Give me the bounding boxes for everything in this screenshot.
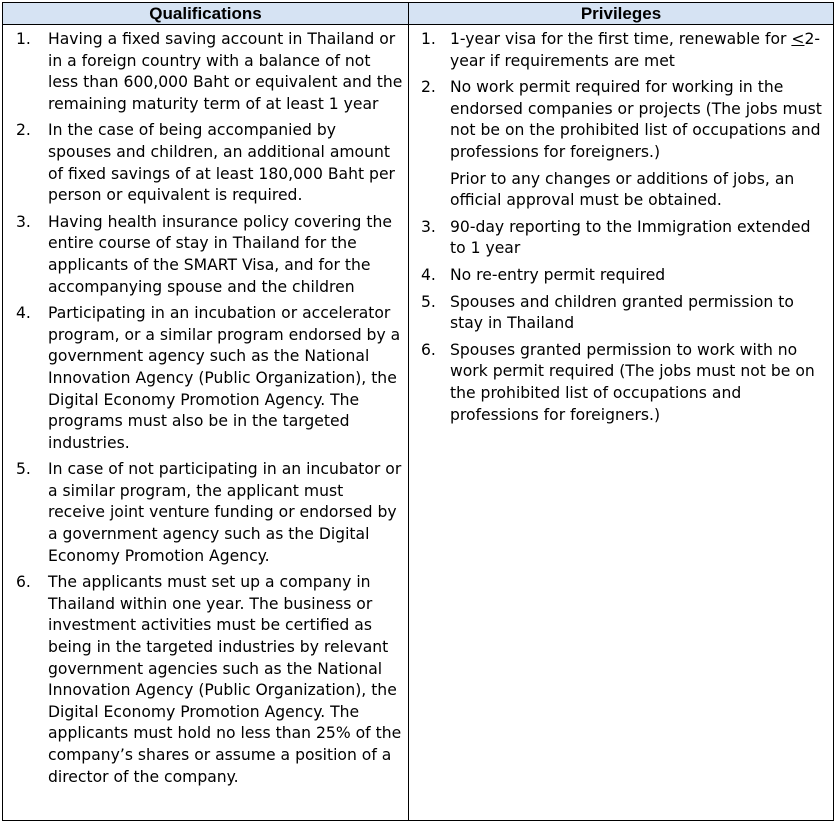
qualification-item [3, 120, 408, 206]
less-than-or-equal-symbol: < [791, 30, 805, 48]
privilege-item [409, 340, 833, 426]
item-text: No work permit required for working in the endorsed companies or projects (The jobs must not be on the prohibited list of occupations and professions for foreigners.) [450, 78, 822, 161]
item-number: 3. [421, 217, 436, 236]
item-text: Spouses granted permission to work with no work permit required (The jobs must not be on the prohibited list of occupations and professions for foreigners.) [450, 340, 815, 424]
privileges-column [409, 25, 833, 820]
privilege-item [409, 292, 833, 335]
qualification-item [3, 459, 408, 567]
qualification-item [3, 212, 408, 298]
item-text: In case of not participating in an incubator or a similar program, the applicant must receive joint venture funding or endorsed by a government agency such as the Digital Economy Promotion Agency. [48, 460, 402, 565]
item-text: The applicants must set up a company in Thailand within one year. The business or investment activities must be certified as being in the targeted industries by relevant government agencies such as the National Innovation Agency (Public Organization), the Digital Economy Promotion Agency. The applicants must hold no less than 25% of the company’s shares or assume a position of a director of the company. [48, 573, 402, 786]
item-number: 6. [16, 573, 31, 592]
item-number: 4. [16, 304, 31, 323]
item-number: 6. [421, 340, 436, 359]
privilege-item [409, 77, 833, 212]
item-note: Prior to any changes or additions of jobs, an official approval must be obtained. [450, 169, 795, 210]
privilege-item [409, 265, 833, 287]
qualifications-header: Qualifications [3, 3, 409, 25]
item-text: 90-day reporting to the Immigration extended to 1 year [450, 217, 811, 258]
item-number: 5. [421, 292, 436, 311]
item-text-part: 1-year visa for the first time, renewable for [450, 30, 792, 48]
item-text: Participating in an incubation or accelerator program, or a similar program endorsed by a government agency such as the National Innovation Agency (Public Organization), the Digital Economy Promotion Agency. The programs must also be in the targeted industries. [48, 304, 401, 452]
item-number: 2. [16, 121, 31, 140]
visa-table [2, 2, 834, 821]
item-text-part: 2-year if requirements are met [450, 30, 821, 70]
item-number: 5. [16, 460, 31, 479]
item-number: 4. [421, 265, 436, 284]
qualifications-list [3, 29, 408, 788]
privileges-header: Privileges [409, 3, 833, 25]
qualification-item [3, 303, 408, 454]
item-text: In the case of being accompanied by spouses and children, an additional amount of fixed savings of at least 180,000 Baht per person or equivalent is required. [48, 121, 395, 205]
qualifications-column [3, 25, 409, 820]
item-text: Having health insurance policy covering the entire course of stay in Thailand for the applicants of the SMART Visa, and for the accompanying spouse and the children [48, 212, 392, 296]
qualification-item [3, 572, 408, 788]
item-text [450, 29, 827, 72]
item-text: Having a fixed saving account in Thailand or in a foreign country with a balance of not less than 600,000 Baht or equivalent and the remaining maturity term of at least 1 year [48, 30, 403, 113]
item-number: 2. [421, 78, 436, 97]
item-text: No re-entry permit required [450, 265, 666, 284]
privilege-item [409, 217, 833, 260]
item-text: Spouses and children granted permission to stay in Thailand [450, 292, 794, 333]
item-number: 3. [16, 212, 31, 231]
qualification-item [3, 29, 408, 115]
privilege-item [409, 29, 833, 72]
item-number: 1. [16, 30, 31, 48]
item-number: 1. [421, 30, 436, 48]
privileges-list [409, 29, 833, 426]
